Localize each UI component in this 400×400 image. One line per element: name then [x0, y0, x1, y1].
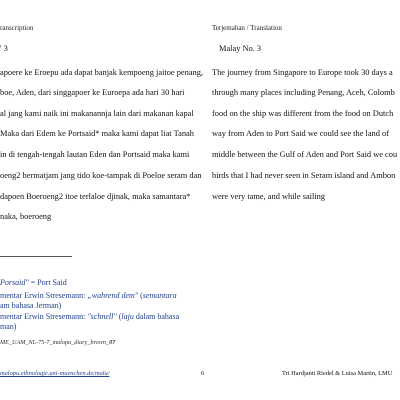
source-reference-number: 07	[109, 339, 116, 346]
footnote-1-text: = Port Said	[28, 278, 67, 287]
header-right-title: Terjemahan / Translation	[212, 24, 282, 32]
footnote-3-paren: (	[116, 312, 122, 321]
footnote-3-line-1	[0, 313, 179, 321]
transcription-heading: ' 3	[0, 44, 8, 53]
page-number: 6	[201, 370, 205, 377]
transcription-line: dapoen Boeroeng2 itoe terlaloe djinak, maka samantara*	[0, 192, 191, 201]
footnote-2-paren: (	[138, 291, 143, 300]
transcription-line: naka, boeroeng	[0, 212, 52, 221]
footnote-3-quote: "schnell"	[87, 312, 117, 321]
transcription-line: apoere ke Eroepu ada dapat banjak kempoeng jaitoe penang,	[0, 68, 204, 77]
footnote-2-text: mentar Erwin Stresemann:	[0, 291, 88, 300]
footnote-2-malay-word: semantara	[142, 291, 177, 300]
translation-heading: Malay No. 3	[219, 44, 262, 53]
footnote-1-term: Porsaid"	[0, 278, 29, 287]
footnote-separator	[0, 256, 72, 257]
translation-line: through many places including Penang, Aceh, Colomb	[212, 88, 395, 97]
translation-line: The journey from Singapore to Europe took 30 days a	[212, 68, 393, 77]
source-reference-id: ME_UAM_NL-75-7_malopu_diary_brown_	[0, 339, 110, 346]
translation-line: birds that I had never seen in Seram island and Ambon	[212, 171, 396, 180]
footnote-2-line-2: am bahasa Jerman)	[0, 301, 62, 310]
footnote-2-quote: „wahrend dem"	[87, 291, 139, 300]
footer-link-text[interactable]: malopu.ethnologie.uni-muenchen.de/malu/	[0, 370, 110, 377]
transcription-line: oeng2 bermatjam jang tido koe-tampak di Poeloe seram dan	[0, 171, 202, 180]
footnote-3-text-2: dalam bahasa	[133, 312, 180, 321]
translation-line: were very tame, and while sailing	[212, 192, 326, 201]
source-reference	[0, 339, 115, 346]
footer-credit: Tri Hardjanti Riedel & Luisa Martin, LMU	[282, 370, 393, 377]
footnote-1	[0, 279, 67, 287]
transcription-line: Maka dari Edem ke Portsaid* maka kami dapat liat Tanah	[0, 129, 194, 138]
footnote-3-malay-word: laju	[121, 312, 134, 321]
transcription-line: al jang kami naik ini makanannja lain dari makanan kapal	[0, 109, 194, 118]
footer-link[interactable]	[0, 370, 110, 377]
footnote-3-line-2: man)	[0, 322, 17, 331]
footnote-3-text: mentar Erwin Stresemann:	[0, 312, 88, 321]
transcription-line: boe, Aden, dari singgapoer ke Euroepa ada hari 30 hari	[0, 88, 185, 97]
translation-line: middle between the Gulf of Aden and Port Said we cou	[212, 150, 398, 159]
footnote-2-line-1	[0, 292, 177, 300]
transcription-line: in di tengah-tengah lautan Eden dan Portsaid maka kami	[0, 150, 190, 159]
translation-line: food on the ship was different from the food on Dutch	[212, 109, 394, 118]
translation-line: way from Aden to Port Said we could see the land of	[212, 129, 389, 138]
header-left-title: ranscription	[0, 24, 34, 32]
